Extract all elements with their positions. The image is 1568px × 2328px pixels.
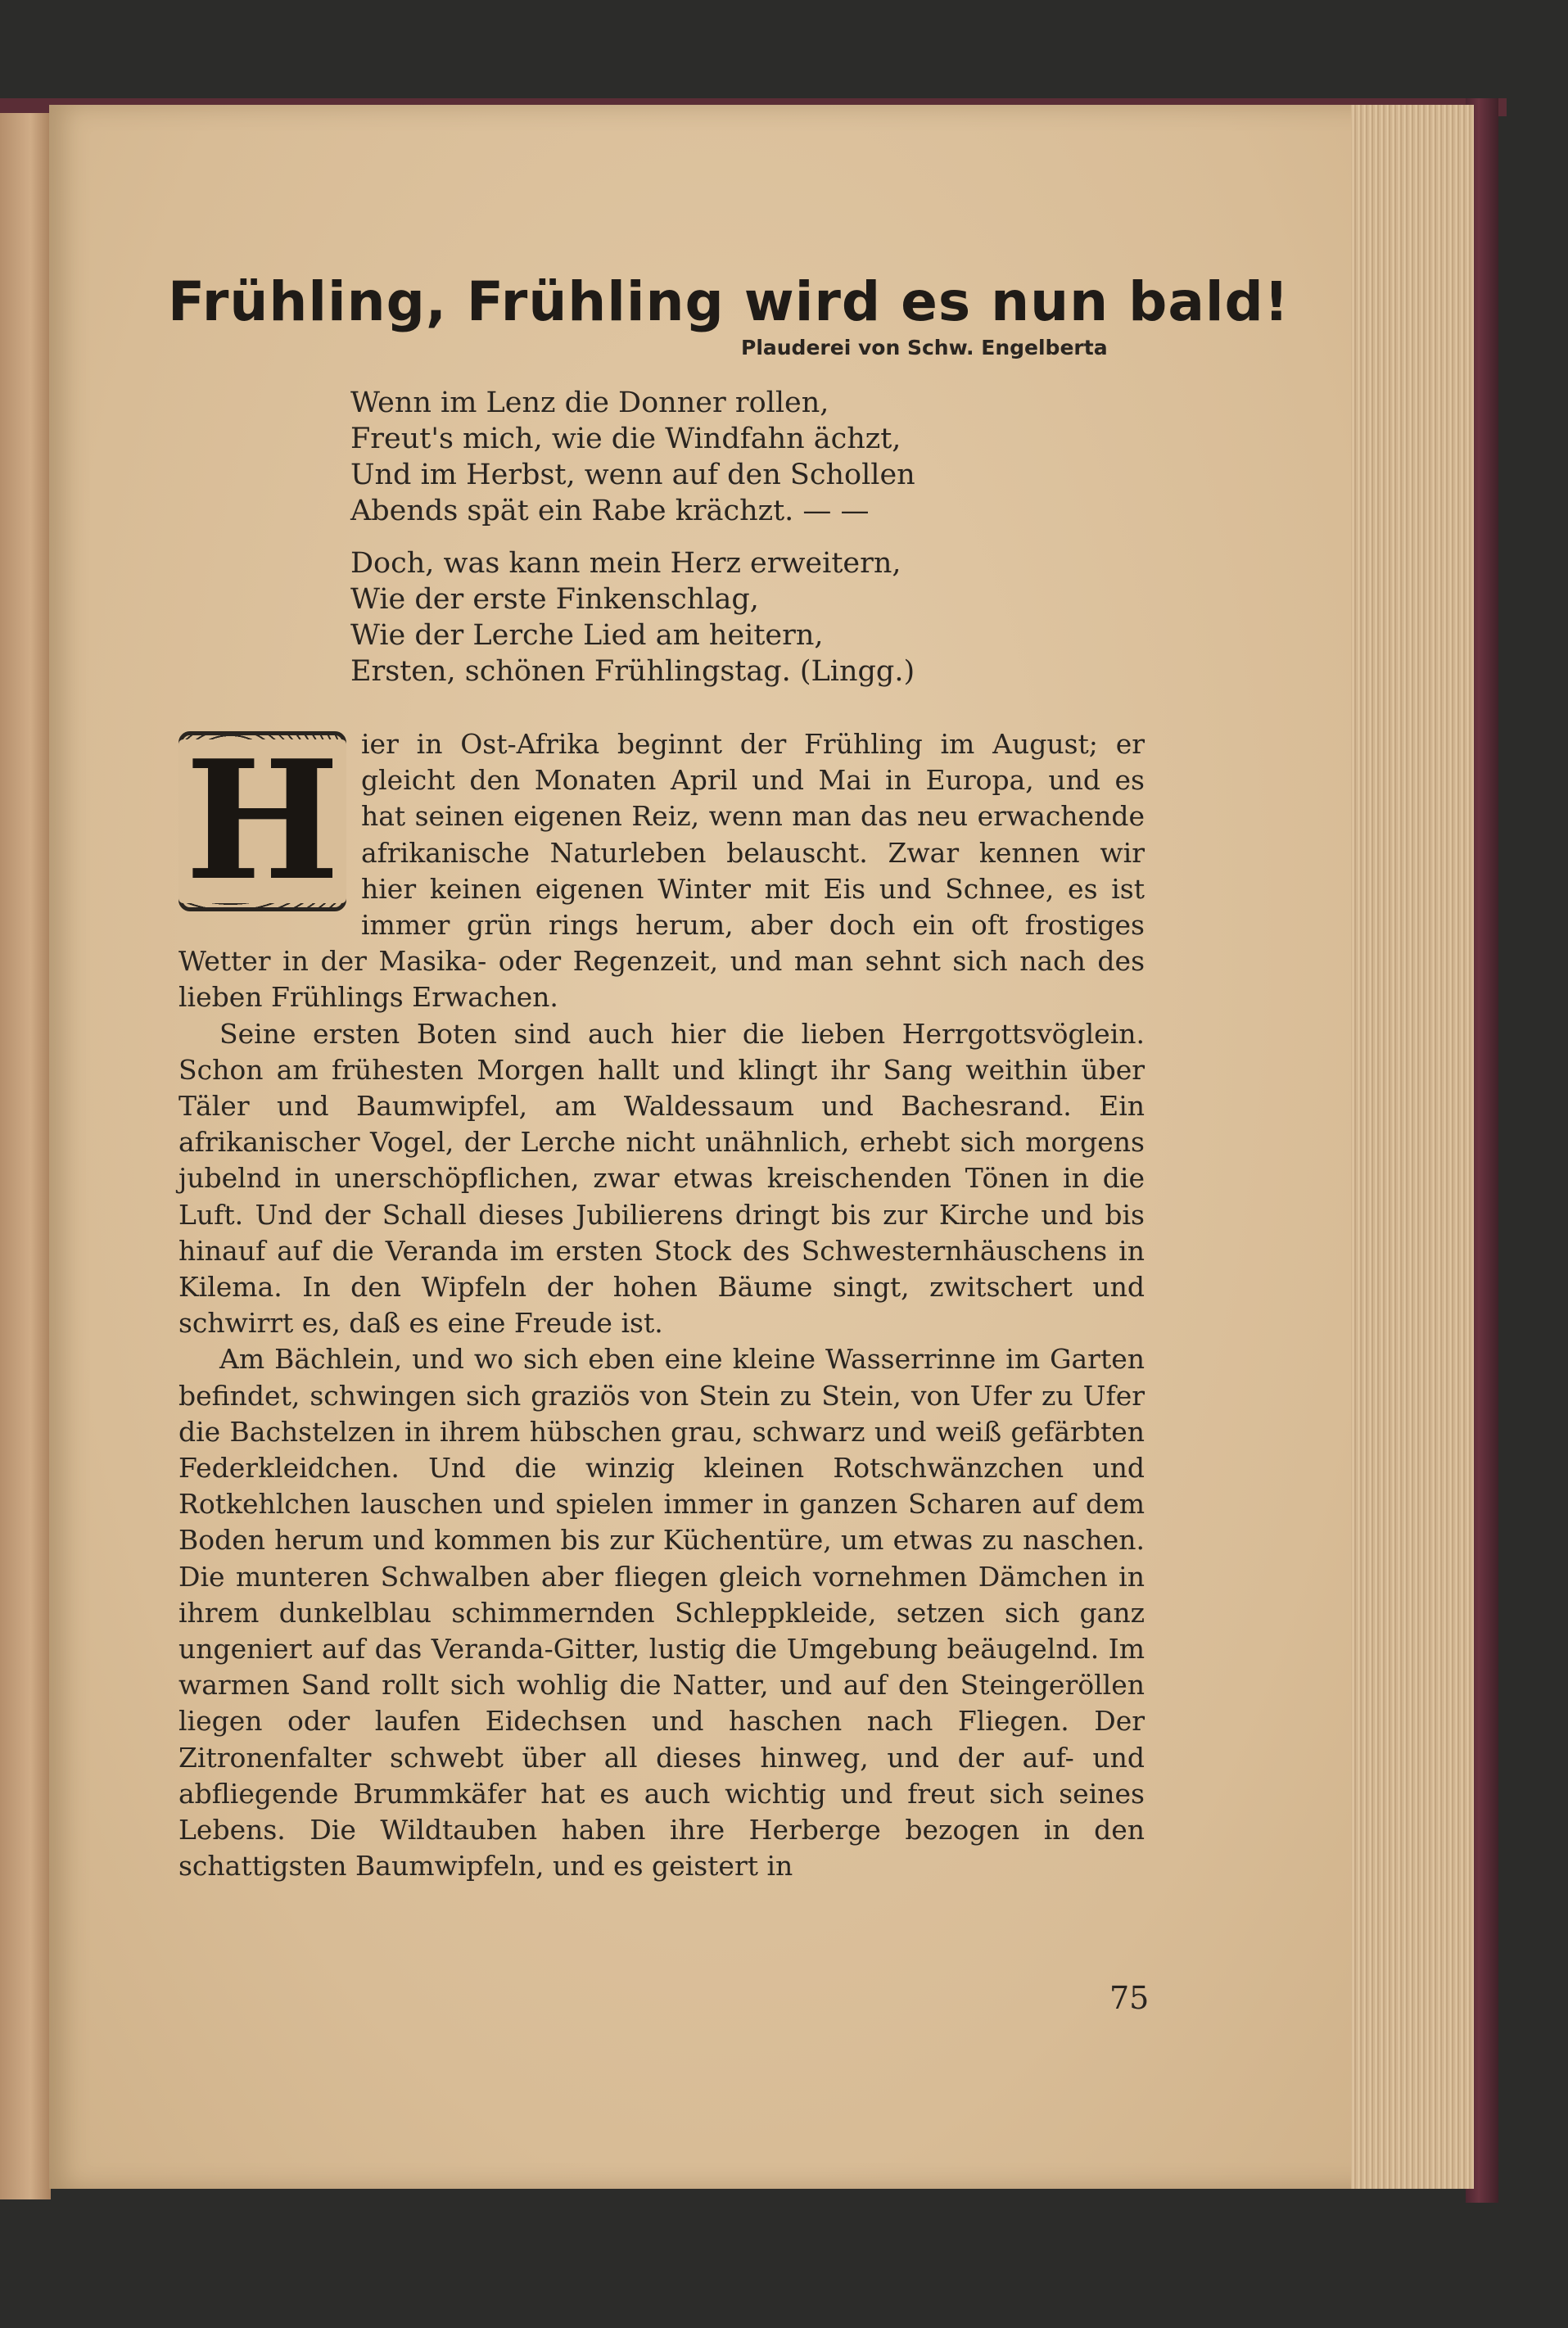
dropcap-letter: H (178, 739, 346, 903)
paragraph: Seine ersten Boten sind auch hier die lieben Herrgottsvöglein. Schon am frühesten Morgen hallt und klingt ihr Sang weithin über Täler und Baumwipfel, am Waldessaum und Bachesrand. Ein afrikanischer Vogel, der Lerche nicht unähnlich, erhebt sich morgens jubelnd in unerschöpflichen, zwar etwas kreischenden Tönen in die Luft. Und der Schall dieses Jubilierens dringt bis zur Kirche und bis hinauf auf die Veranda im ersten Stock des Schwesternhäuschens in Kilema. In den Wipfeln der hohen Bäume singt, zwitschert und schwirrt es, daß es eine Freude ist. (178, 1017, 1145, 1340)
poem-line: Wie der erste Finkenschlag, (350, 583, 759, 616)
poem-line: Und im Herbst, wenn auf den Schollen (350, 459, 915, 491)
page-edges (1351, 105, 1474, 2189)
paragraph: Am Bächlein, und wo sich eben eine kleine Wasserrinne im Garten befindet, schwingen sich graziös von Stein zu Stein, von Ufer zu Ufer die Bachstelzen in ihrem hübschen grau, schwarz und weiß gefärbten Federkleidchen. Und die winzig kleinen Rotschwänzchen und Rotkehlchen lauschen und spielen immer in ganzen Scharen auf dem Boden herum und kommen bis zur Küchentüre, um etwas zu naschen. Die munteren Schwalben aber fliegen gleich vornehmen Dämchen in ihrem dunkelblau schimmernden Schleppkleide, setzen sich ganz ungeniert auf das Veranda-Gitter, lustig die Umgebung beäugelnd. Im warmen Sand rollt sich wohlig die Natter, und auf den Steingeröllen liegen oder laufen Eidechsen und haschen nach Fliegen. Der Zitronenfalter schwebt über all dieses hinweg, und der auf- und abfliegende Brummkäfer hat es auch wichtig und freut sich seines Lebens. Die Wildtauben haben ihre Herberge bezogen in den schattigsten Baumwipfeln, und es geistert in (178, 1343, 1145, 1883)
poem-line: Freut's mich, wie die Windfahn ächzt, (350, 423, 901, 455)
poem-line: Ersten, schönen Frühlingstag. (Lingg.) (350, 655, 915, 688)
poem-line: Abends spät ein Rabe krächzt. — — (350, 495, 870, 527)
left-page-edge (0, 113, 51, 2199)
poem (350, 385, 989, 706)
poem-stanza (350, 545, 989, 689)
ornamental-initial (178, 725, 346, 917)
paragraph: ier in Ost-Afrika beginnt der Frühling im August; er gleicht den Monaten April und Mai in Europa, und es hat seinen eigenen Reiz, wenn man das neu erwachende afrikanische Naturleben belauscht. Zwar kennen wir hier keinen eigenen Winter mit Eis und Schnee, es ist immer grün rings herum, aber doch ein oft frostiges Wetter in der Masika- oder Regenzeit, und man sehnt sich nach des lieben Frühlings Erwachen. (178, 728, 1145, 1014)
poem-line: Wenn im Lenz die Donner rollen, (350, 386, 829, 419)
article-title: Frühling, Frühling wird es nun bald! (168, 270, 1290, 333)
byline: Plauderei von Schw. Engelberta (741, 336, 1108, 359)
article-body (178, 726, 1145, 1885)
poem-line: Wie der Lerche Lied am heitern, (350, 619, 824, 652)
poem-line: Doch, was kann mein Herz erweitern, (350, 547, 901, 580)
poem-stanza (350, 385, 989, 529)
page-number: 75 (1109, 1980, 1150, 2016)
